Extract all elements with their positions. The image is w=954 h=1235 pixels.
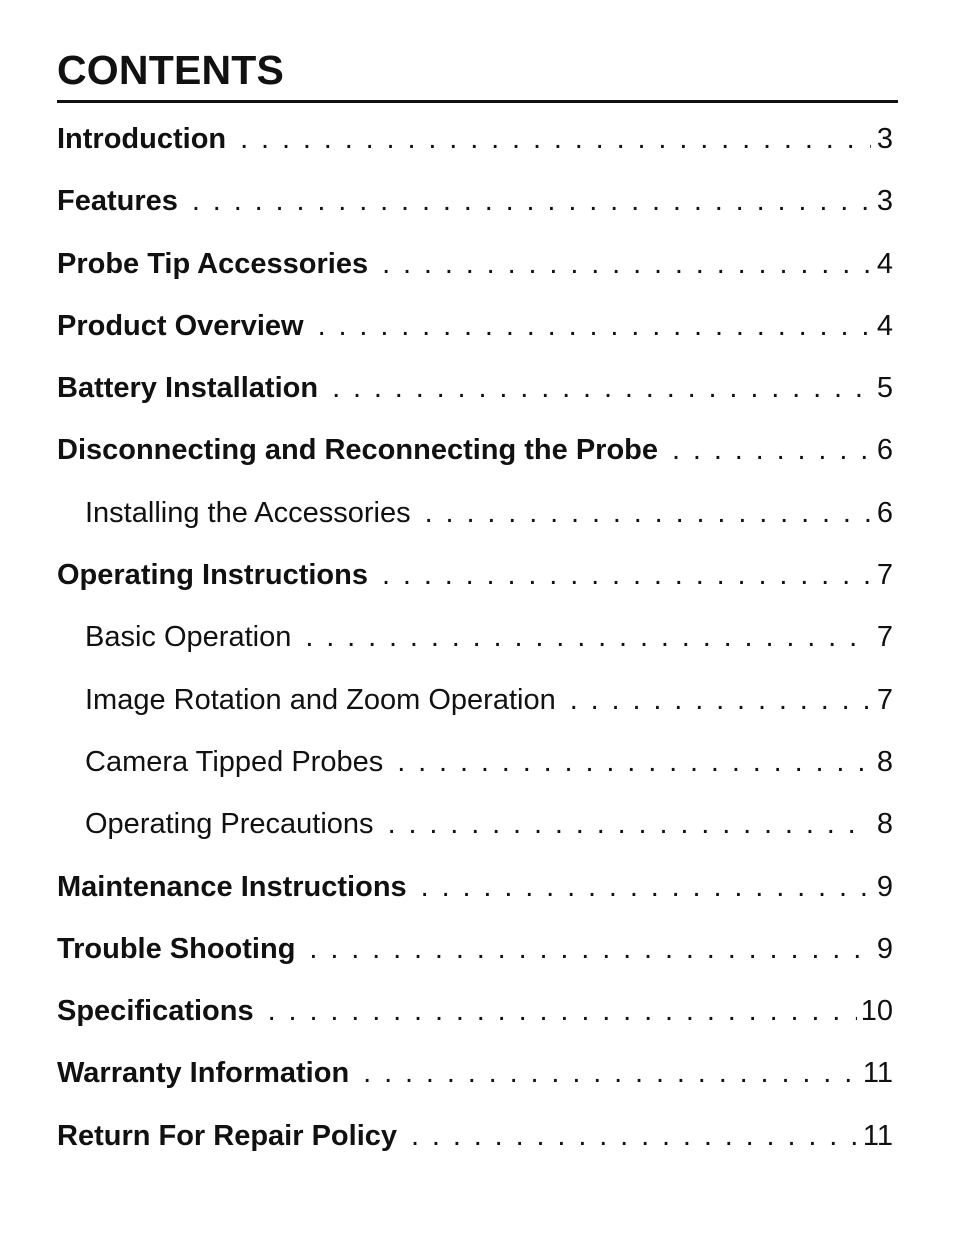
toc-entry-label: Maintenance Instructions: [57, 870, 407, 903]
toc-entry-label: Camera Tipped Probes: [85, 745, 384, 778]
toc-dot-leader: [305, 618, 871, 656]
toc-dot-leader: [388, 805, 871, 843]
toc-entry[interactable]: [57, 307, 893, 369]
toc-dot-leader: [570, 681, 871, 719]
toc-dot-leader: [268, 992, 857, 1030]
toc-entry[interactable]: [57, 1054, 893, 1116]
toc-dot-leader: [318, 307, 871, 345]
toc-entry-label: Basic Operation: [85, 621, 292, 654]
toc-entry-label: Installing the Accessories: [85, 496, 411, 529]
toc-entry[interactable]: [57, 681, 893, 743]
toc-entry[interactable]: [57, 556, 893, 618]
toc-entry-label: Introduction: [57, 123, 227, 155]
toc-dot-leader: [309, 930, 871, 968]
toc-entry[interactable]: [57, 805, 893, 867]
toc-dot-leader: [421, 868, 871, 906]
toc-entry[interactable]: [57, 494, 893, 556]
toc-page-number: 4: [876, 309, 893, 342]
toc-page-number: 3: [876, 185, 893, 218]
toc-page-number: 6: [876, 434, 893, 467]
toc-entry-label: Probe Tip Accessories: [57, 247, 369, 280]
toc-page-number: 7: [876, 621, 893, 654]
toc-entry-label: Operating Instructions: [57, 559, 368, 592]
toc-dot-leader: [382, 245, 871, 283]
toc-page-number: 3: [876, 123, 893, 155]
toc-dot-leader: [192, 182, 871, 220]
toc-dot-leader: [672, 431, 871, 469]
toc-page-number: 11: [862, 1057, 893, 1090]
toc-dot-leader: [397, 743, 871, 781]
page-title: CONTENTS: [57, 44, 898, 103]
toc-entry[interactable]: [57, 992, 893, 1054]
toc-entry-label: Disconnecting and Reconnecting the Probe: [57, 434, 659, 467]
toc-dot-leader: [240, 120, 871, 158]
toc-dot-leader: [363, 1054, 859, 1092]
toc-entry[interactable]: [57, 182, 893, 244]
toc-entry-label: Product Overview: [57, 309, 304, 342]
toc-entry[interactable]: [57, 743, 893, 805]
toc-list: [57, 120, 893, 1179]
toc-entry[interactable]: [57, 245, 893, 307]
toc-page-number: 9: [876, 932, 893, 965]
toc-entry[interactable]: [57, 618, 893, 680]
toc-entry-label: Battery Installation: [57, 372, 319, 405]
toc-entry-label: Return For Repair Policy: [57, 1119, 398, 1152]
toc-page-number: 7: [876, 683, 893, 716]
toc-entry-label: Operating Precautions: [85, 808, 374, 841]
toc-dot-leader: [411, 1117, 859, 1155]
toc-page-number: 6: [876, 496, 893, 529]
toc-entry-label: Specifications: [57, 995, 254, 1028]
toc-page-number: 9: [876, 870, 893, 903]
contents-page: [57, 44, 898, 1152]
toc-entry-label: Features: [57, 185, 178, 218]
toc-entry-label: Trouble Shooting: [57, 932, 296, 965]
toc-dot-leader: [332, 369, 871, 407]
toc-dot-leader: [425, 494, 871, 532]
toc-dot-leader: [382, 556, 871, 594]
toc-page-number: 8: [876, 745, 893, 778]
toc-entry-label: Warranty Information: [57, 1057, 350, 1090]
toc-page-number: 10: [860, 995, 893, 1028]
toc-page-number: 11: [862, 1119, 893, 1152]
toc-page-number: 5: [876, 372, 893, 405]
toc-entry[interactable]: [57, 369, 893, 431]
toc-page-number: 4: [876, 247, 893, 280]
toc-entry[interactable]: [57, 1117, 893, 1179]
toc-entry[interactable]: [57, 120, 893, 182]
toc-entry[interactable]: [57, 930, 893, 992]
toc-page-number: 7: [876, 559, 893, 592]
toc-entry[interactable]: [57, 868, 893, 930]
toc-entry[interactable]: [57, 431, 893, 493]
toc-page-number: 8: [876, 808, 893, 841]
toc-entry-label: Image Rotation and Zoom Operation: [85, 683, 556, 716]
